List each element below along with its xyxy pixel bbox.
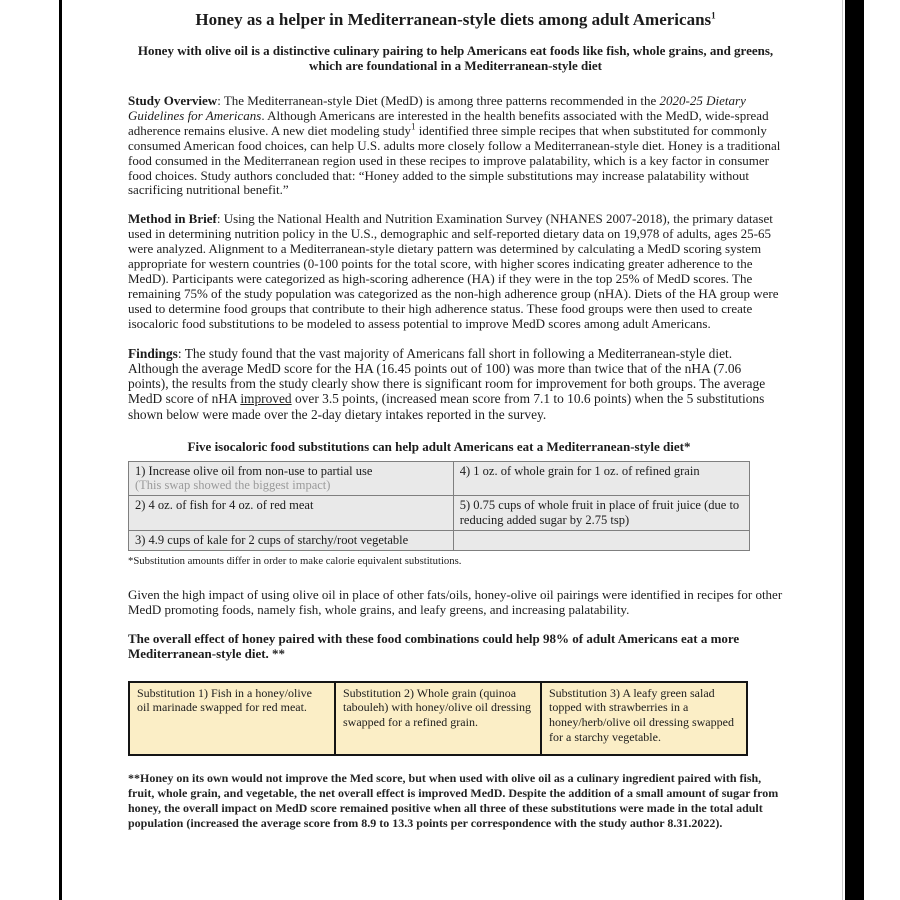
cell-substitution-1-fish: Substitution 1) Fish in a honey/olive oil marinade swapped for red meat.: [129, 682, 335, 755]
study-reference-superscript: 1: [411, 121, 416, 132]
olive-oil-impact-paragraph: Given the high impact of using olive oil in place of other fats/oils, honey-olive oil pairings were identified in recipes for other MedD promoting foods, namely fish, whole grains, and leafy greens, and increasing palatability.: [128, 587, 783, 617]
overall-effect-paragraph: The overall effect of honey paired with these food combinations could help 98% of adult Americans eat a more Mediterranean-style diet. **: [128, 630, 740, 661]
cell-empty: [453, 530, 749, 550]
findings-label: Findings: [128, 345, 178, 361]
page-title: [128, 10, 783, 30]
page-right-black-bar: [845, 0, 864, 900]
method-paragraph: [128, 212, 783, 331]
guidelines-italic-text: 2020-25 Dietary Guidelines for Americans: [128, 93, 746, 123]
cell-whole-fruit-substitution: 5) 0.75 cups of whole fruit in place of fruit juice (due to reducing added sugar by 2.75 tsp): [453, 496, 749, 530]
substitutions-table-heading: Five isocaloric food substitutions can help adult Americans eat a Mediterranean-style diet*: [187, 439, 691, 455]
findings-text-1: : The study found that the vast majority of Americans fall short in following a Mediterranean-style diet. Although the average MedD score for the HA (16.45 points out of 100) was more than twice that of the nHA (7.06 points), the results from the study clearly show there is significant room for improvement for both groups. The average MedD score of nHA: [128, 345, 766, 407]
substitutions-table-row-2: [129, 496, 750, 530]
study-overview-text-2: . Although Americans are interested in the health benefits associated with the MedD, wide-spread adherence remains elusive. A new diet modeling study: [128, 107, 769, 138]
findings-text-2: over 3.5 points, (increased mean score from 7.1 to 10.6 points) when the 5 substitutions shown below were made over the 2-day dietary intakes reported in the survey.: [128, 391, 765, 422]
cell-whole-grain-substitution: 4) 1 oz. of whole grain for 1 oz. of refined grain: [453, 462, 749, 496]
document-content: [128, 8, 783, 831]
findings-paragraph: [128, 346, 783, 422]
cell-olive-oil-text: 1) Increase olive oil from non-use to partial use: [135, 464, 373, 479]
cell-fish-substitution: 2) 4 oz. of fish for 4 oz. of red meat: [129, 496, 454, 530]
cell-olive-oil-note: (This swap showed the biggest impact): [135, 478, 331, 493]
honey-recipes-row: [129, 682, 747, 755]
study-overview-paragraph: [128, 94, 783, 198]
honey-double-asterisk-footnote: **Honey on its own would not improve the Med score, but when used with olive oil as a culinary ingredient paired with fish, fruit, whole grain, and vegetable, the net overall effect is improved MedD. Despite the addition of a small amount of sugar from honey, the overall impact on MedD score remained positive when all three of these substitutions were made in the total adult population (increased the average score from 8.9 to 13.3 points per correspondence with the study author 8.31.2022).: [128, 771, 779, 830]
study-overview-label: Study Overview: [128, 93, 218, 108]
substitutions-table-row-1: [129, 462, 750, 496]
title-footnote-superscript: 1: [711, 10, 716, 21]
substitutions-table-footnote: *Substitution amounts differ in order to make calorie equivalent substitutions.: [128, 555, 462, 568]
improved-underlined-text: improved: [240, 391, 292, 407]
cell-substitution-2-whole-grain: Substitution 2) Whole grain (quinoa tabouleh) with honey/olive oil dressing swapped for a refined grain.: [335, 682, 541, 755]
cell-substitution-3-salad: Substitution 3) A leafy green salad topped with strawberries in a honey/herb/olive oil dressing swapped for a starchy vegetable.: [541, 682, 747, 755]
study-overview-text-1: : The Mediterranean-style Diet (MedD) is among three patterns recommended in the: [217, 93, 660, 108]
method-label: Method in Brief: [128, 211, 217, 227]
cell-olive-oil-substitution: [129, 462, 454, 496]
honey-recipes-table: [128, 681, 748, 756]
study-overview-text-3: identified three simple recipes that when substituted for commonly consumed American food choices, can help U.S. adults more closely follow a Mediterranean-style diet. Honey is a traditional food consumed in the Mediterranean region used in these recipes to improve palatability, which is a key factor in consumer food choices. Study authors concluded that: “Honey added to the simple substitutions may increase palatability without sacrificing nutritional benefit.”: [128, 122, 781, 198]
page-right-thin-rule: [842, 0, 843, 900]
substitutions-table: [128, 461, 750, 551]
page-subtitle: Honey with olive oil is a distinctive culinary pairing to help Americans eat foods like fish, whole grains, and greens, which are foundational in a Mediterranean-style diet: [137, 43, 774, 73]
cell-kale-substitution: 3) 4.9 cups of kale for 2 cups of starchy/root vegetable: [129, 530, 454, 550]
method-text: : Using the National Health and Nutrition Examination Survey (NHANES 2007-2018), the primary dataset used in determining nutrition policy in the U.S., demographic and self-reported dietary data on 19,978 of adults, ages 25-65 were analyzed. Alignment to a Mediterranean-style dietary pattern was determined by calculating a MedD scoring system appropriate for western countries (0-100 points for the total score, with higher scores indicating greater adherence to the MedD). Participants were categorized as high-scoring adherence (HA) if they were in the top 25% of MedD scores. The remaining 75% of the study population was categorized as the non-high adherence group (nHA). Diets of the HA group were used to determine food groups that contribute to their high adherence status. These food groups were then used to create isocaloric food substitutions to be modeled to assess potential to improve MedD scores among adult Americans.: [128, 211, 779, 331]
substitutions-table-row-3: [129, 530, 750, 550]
page-left-rule: [59, 0, 62, 900]
page-title-text: Honey as a helper in Mediterranean-style diets among adult Americans: [195, 10, 712, 29]
